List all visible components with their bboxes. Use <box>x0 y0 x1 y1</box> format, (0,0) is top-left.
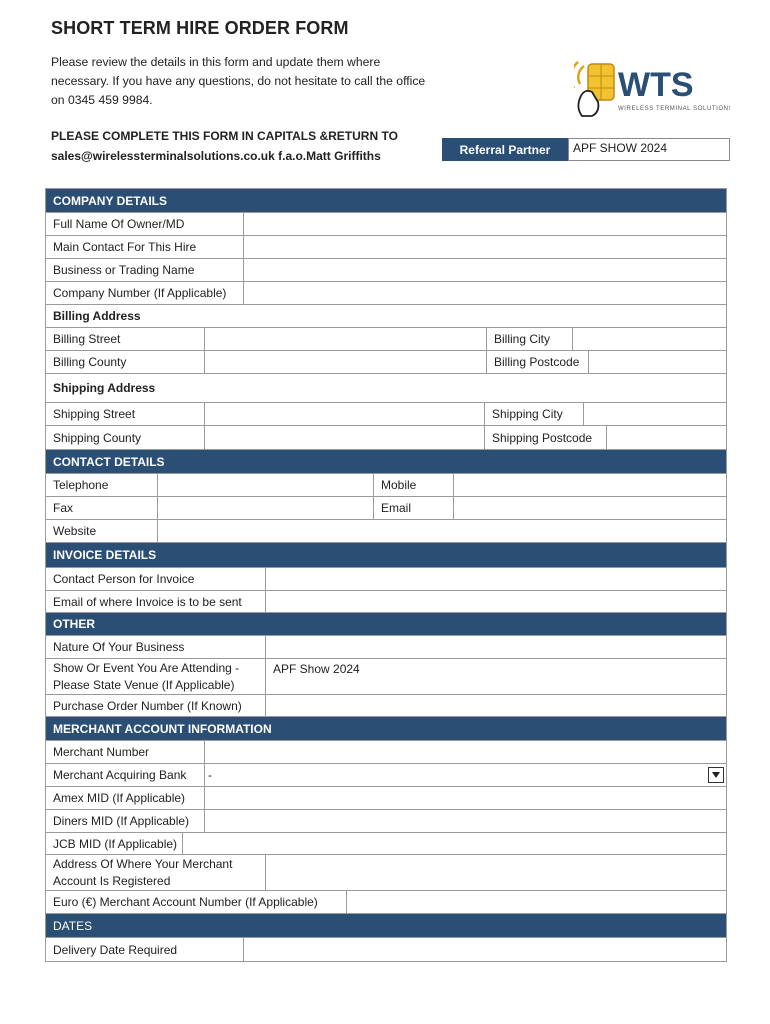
website-field[interactable] <box>158 520 726 542</box>
shipping-city-field[interactable] <box>584 403 726 425</box>
merchant-account-header: MERCHANT ACCOUNT INFORMATION <box>46 717 726 741</box>
table-row <box>46 282 726 305</box>
amex-mid-field[interactable] <box>205 787 726 809</box>
acquiring-bank-label: Merchant Acquiring Bank <box>46 764 205 786</box>
mobile-field[interactable] <box>454 474 726 496</box>
table-row <box>46 305 726 328</box>
table-row <box>46 213 726 236</box>
table-row <box>46 351 726 374</box>
fax-label: Fax <box>46 497 158 519</box>
table-row <box>46 810 726 833</box>
table-row <box>46 568 726 591</box>
email-field[interactable] <box>454 497 726 519</box>
contact-details-header: CONTACT DETAILS <box>46 450 726 474</box>
other-header: OTHER <box>46 613 726 636</box>
show-event-field[interactable]: APF Show 2024 <box>266 659 726 694</box>
billing-postcode-field[interactable] <box>589 351 726 373</box>
table-row <box>46 374 726 403</box>
trading-name-field[interactable] <box>244 259 726 281</box>
shipping-postcode-label: Shipping Postcode <box>485 426 607 449</box>
table-row <box>46 328 726 351</box>
table-row <box>46 764 726 787</box>
fax-field[interactable] <box>158 497 374 519</box>
table-row <box>46 741 726 764</box>
merchant-address-label <box>46 855 266 890</box>
full-name-label: Full Name Of Owner/MD <box>46 213 244 235</box>
telephone-field[interactable] <box>158 474 374 496</box>
acquiring-bank-select[interactable] <box>205 764 726 786</box>
diners-mid-field[interactable] <box>205 810 726 832</box>
billing-street-field[interactable] <box>205 328 487 350</box>
invoice-details-header: INVOICE DETAILS <box>46 543 726 568</box>
table-row <box>46 695 726 717</box>
table-row <box>46 833 726 855</box>
intro-text: Please review the details in this form and update them where necessary. If you have any questions, do not hesitate to call the office on 0345 459 9984. <box>51 55 426 107</box>
shipping-street-field[interactable] <box>205 403 485 425</box>
invoice-contact-label: Contact Person for Invoice <box>46 568 266 590</box>
form-title: SHORT TERM HIRE ORDER FORM <box>51 18 349 38</box>
table-row <box>46 520 726 543</box>
email-label: Email <box>374 497 454 519</box>
table-row <box>46 426 726 450</box>
po-number-field[interactable] <box>266 695 726 716</box>
instruction-line-2: sales@wirelessterminalsolutions.co.uk f.a.o.Matt Griffiths <box>51 149 381 163</box>
nature-business-label: Nature Of Your Business <box>46 636 266 658</box>
referral-partner <box>442 138 730 161</box>
referral-partner-label: Referral Partner <box>442 138 568 161</box>
shipping-street-label: Shipping Street <box>46 403 205 425</box>
shipping-postcode-field[interactable] <box>607 426 726 449</box>
nature-business-field[interactable] <box>266 636 726 658</box>
shipping-city-label: Shipping City <box>485 403 584 425</box>
delivery-date-label: Delivery Date Required <box>46 938 244 961</box>
jcb-mid-field[interactable] <box>183 833 726 854</box>
invoice-email-field[interactable] <box>266 591 726 612</box>
dropdown-arrow-icon[interactable] <box>708 767 724 783</box>
table-row <box>46 236 726 259</box>
euro-account-field[interactable] <box>347 891 726 913</box>
table-row <box>46 855 726 891</box>
referral-partner-field[interactable]: APF SHOW 2024 <box>568 138 730 161</box>
mobile-label: Mobile <box>374 474 454 496</box>
merchant-address-field[interactable] <box>266 855 726 890</box>
table-row <box>46 659 726 695</box>
return-instructions <box>51 126 431 166</box>
shipping-address-subheading: Shipping Address <box>53 381 156 395</box>
merchant-address-label-line2: Account Is Registered <box>53 873 171 888</box>
merchant-address-label-line1: Address Of Where Your Merchant <box>53 856 233 871</box>
merchant-number-field[interactable] <box>205 741 726 763</box>
svg-text:WIRELESS TERMINAL SOLUTIONS: WIRELESS TERMINAL SOLUTIONS <box>618 106 730 112</box>
table-row <box>46 787 726 810</box>
table-row <box>46 938 726 962</box>
dates-header: DATES <box>46 914 726 938</box>
show-event-label-line2: Please State Venue (If Applicable) <box>53 677 235 692</box>
jcb-mid-label: JCB MID (If Applicable) <box>46 833 183 854</box>
trading-name-label: Business or Trading Name <box>46 259 244 281</box>
invoice-contact-field[interactable] <box>266 568 726 590</box>
billing-county-label: Billing County <box>46 351 205 373</box>
table-row <box>46 403 726 426</box>
wts-logo <box>574 58 730 120</box>
company-number-field[interactable] <box>244 282 726 304</box>
table-row <box>46 259 726 282</box>
table-row <box>46 891 726 914</box>
instruction-line-1: PLEASE COMPLETE THIS FORM IN CAPITALS &RETURN TO <box>51 129 398 143</box>
table-row <box>46 474 726 497</box>
show-event-label <box>46 659 266 694</box>
order-form <box>45 188 727 962</box>
shipping-county-field[interactable] <box>205 426 485 449</box>
acquiring-bank-value: - <box>208 768 212 782</box>
merchant-number-label: Merchant Number <box>46 741 205 763</box>
po-number-label: Purchase Order Number (If Known) <box>46 695 266 716</box>
billing-postcode-label: Billing Postcode <box>487 351 589 373</box>
billing-county-field[interactable] <box>205 351 487 373</box>
billing-city-label: Billing City <box>487 328 573 350</box>
shipping-county-label: Shipping County <box>46 426 205 449</box>
full-name-field[interactable] <box>244 213 726 235</box>
company-details-header: COMPANY DETAILS <box>46 188 726 213</box>
main-contact-label: Main Contact For This Hire <box>46 236 244 258</box>
billing-street-label: Billing Street <box>46 328 205 350</box>
main-contact-field[interactable] <box>244 236 726 258</box>
website-label: Website <box>46 520 158 542</box>
company-number-label: Company Number (If Applicable) <box>46 282 244 304</box>
table-row <box>46 497 726 520</box>
show-event-label-line1: Show Or Event You Are Attending - <box>53 660 240 675</box>
telephone-label: Telephone <box>46 474 158 496</box>
billing-address-subheading: Billing Address <box>53 309 141 323</box>
svg-text:WTS: WTS <box>618 66 694 104</box>
table-row <box>46 591 726 613</box>
amex-mid-label: Amex MID (If Applicable) <box>46 787 205 809</box>
diners-mid-label: Diners MID (If Applicable) <box>46 810 205 832</box>
billing-city-field[interactable] <box>573 328 726 350</box>
euro-account-label: Euro (€) Merchant Account Number (If Applicable) <box>46 891 347 913</box>
table-row <box>46 636 726 659</box>
invoice-email-label: Email of where Invoice is to be sent <box>46 591 266 612</box>
card-hand-icon <box>574 58 730 120</box>
delivery-date-field[interactable] <box>244 938 726 961</box>
